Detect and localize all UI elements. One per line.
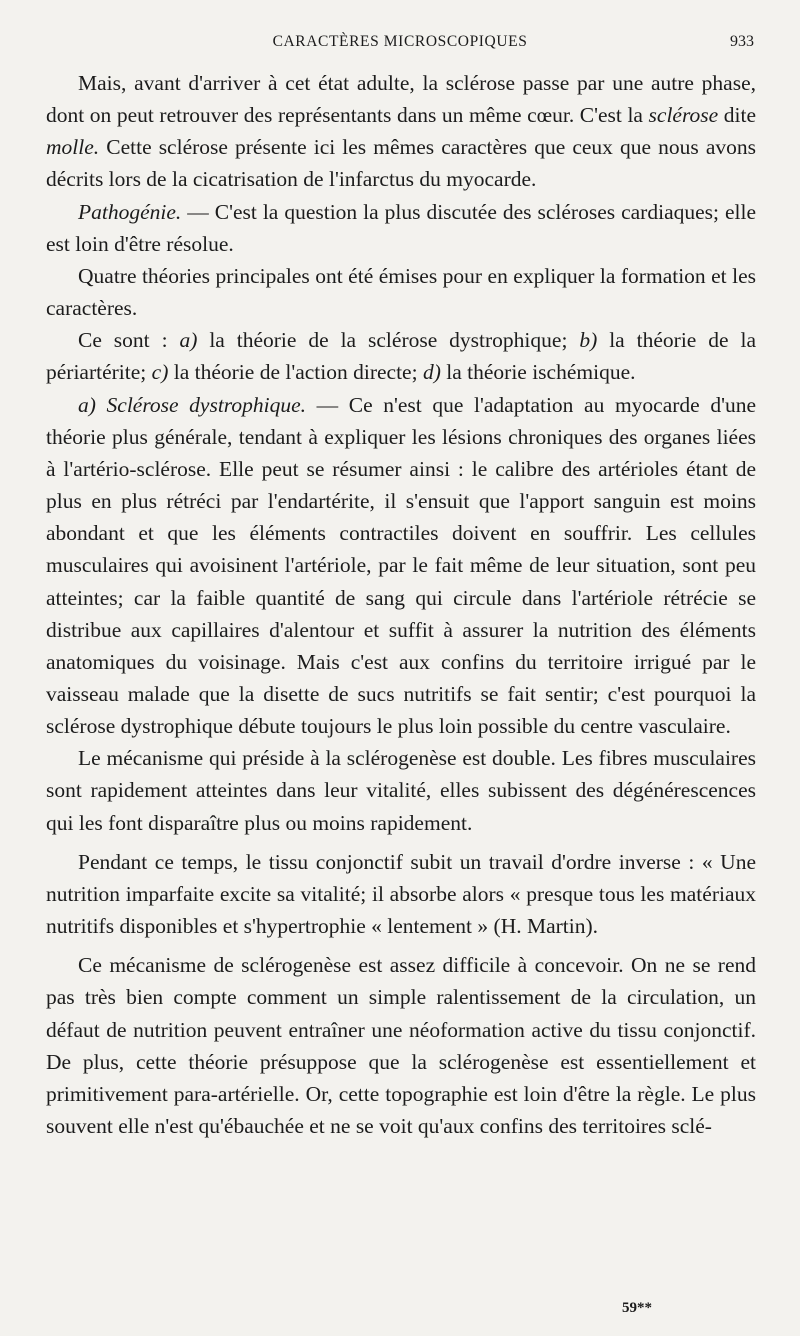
text-run: la théorie ischémique. (440, 360, 636, 385)
paragraph-sclerose-molle (46, 67, 756, 196)
text-run: Mais, avant d'arriver à cet état adulte, la sclérose passe par une autre phase, dont on peut retrouver des représentants dans un même cœur. C'est la (46, 71, 756, 128)
text-run: Le mécanisme qui préside à la sclérogenèse est double. Les fibres musculaires sont rapidement atteintes dans leur vitalité, elles subissent des dégénérescences qui les font disparaître plus ou moins rapidement. (46, 746, 756, 835)
text-run: Ce mécanisme de sclérogenèse est assez difficile à concevoir. On ne se rend pas très bien compte comment un simple ralentissement de la circulation, un défaut de nutrition peuvent entraîner une néoformation active du tissu conjonctif. De plus, cette théorie présuppose que la sclérogenèse est essentiellement et primitivement para-artérielle. Or, cette topographie est loin d'être la règle. Le plus souvent elle n'est qu'ébauchée et ne se voit qu'aux confins des territoires sclé- (46, 953, 756, 1138)
paragraph-pathogenie (46, 196, 756, 260)
text-run: Pendant ce temps, le tissu conjonctif subit un travail d'ordre inverse : « Une nutrition imparfaite excite sa vitalité; il absorbe alors « presque tous les matériaux nutritifs disponibles et s'hypertrophie « lentement » (H. Martin). (46, 849, 756, 939)
paragraph-ce-sont (46, 324, 756, 388)
section-heading-pathogenie: Pathogénie. (78, 199, 182, 224)
text-run: Quatre théories principales ont été émises pour en expliquer la formation et les caractères. (46, 263, 756, 321)
italic-term: molle. (46, 135, 100, 160)
paragraph-quatre-theories (46, 260, 756, 324)
text-run: la théorie de la sclérose dystrophique; (197, 328, 580, 353)
text-run: — Ce n'est que l'adaptation au myocarde d'une théorie plus générale, tendant à expliquer les lésions chroniques des organes liées à l'artério-sclérose. Elle peut se résumer ainsi : le calibre des artérioles étant de plus en plus rétréci par l'endartérite, il s'ensuit que l'apport sanguin est moins abondant et que les éléments contractiles doivent en souffrir. Les cellules musculaires qui avoisinent l'artériole, par le fait même de leur situation, sont peu atteintes; car la faible quantité de sang qui circule dans l'artériole rétrécie se distribue aux capillaires d'alentour et suffit à assurer la nutrition des éléments anatomiques du voisinage. Mais c'est aux confins du territoire irrigué par le vaisseau malade que la disette de sucs nutritifs se fait sentir; c'est pourquoi la sclérose dystrophique débute toujours le plus loin possible du centre vasculaire. (46, 392, 756, 739)
section-heading-sclerose-dystrophique: a) Sclérose dystrophique. (78, 392, 307, 417)
signature-mark: 59** (622, 1300, 652, 1316)
running-header (0, 33, 800, 57)
enum-marker: c) (151, 360, 169, 385)
text-run: — C'est la question la plus discutée des scléroses cardiaques; elle est loin d'être résolue. (46, 199, 756, 256)
enum-marker: a) (179, 328, 198, 353)
body-text (46, 67, 756, 1142)
page-number: 933 (730, 33, 754, 50)
running-title: CARACTÈRES MICROSCOPIQUES (272, 33, 528, 50)
paragraph-mecanisme-double (46, 742, 756, 838)
italic-term: sclérose (648, 103, 719, 128)
enum-marker: d) (422, 360, 441, 385)
paragraph-sclerogenese (46, 949, 756, 1142)
text-run: la théorie de l'action directe; (168, 360, 423, 385)
paragraph-tissu-conjonctif (46, 846, 756, 942)
text-run: Cette sclérose présente ici les mêmes caractères que ceux que nous avons décrits lors de la cicatrisation de l'infarctus du myocarde. (46, 135, 756, 192)
text-run: la théorie de la périartérite; (46, 328, 756, 385)
text-run: Ce sont : (78, 328, 180, 353)
text-run: dite (718, 103, 756, 128)
paragraph-sclerose-dystrophique (46, 389, 756, 743)
enum-marker: b) (579, 328, 598, 353)
